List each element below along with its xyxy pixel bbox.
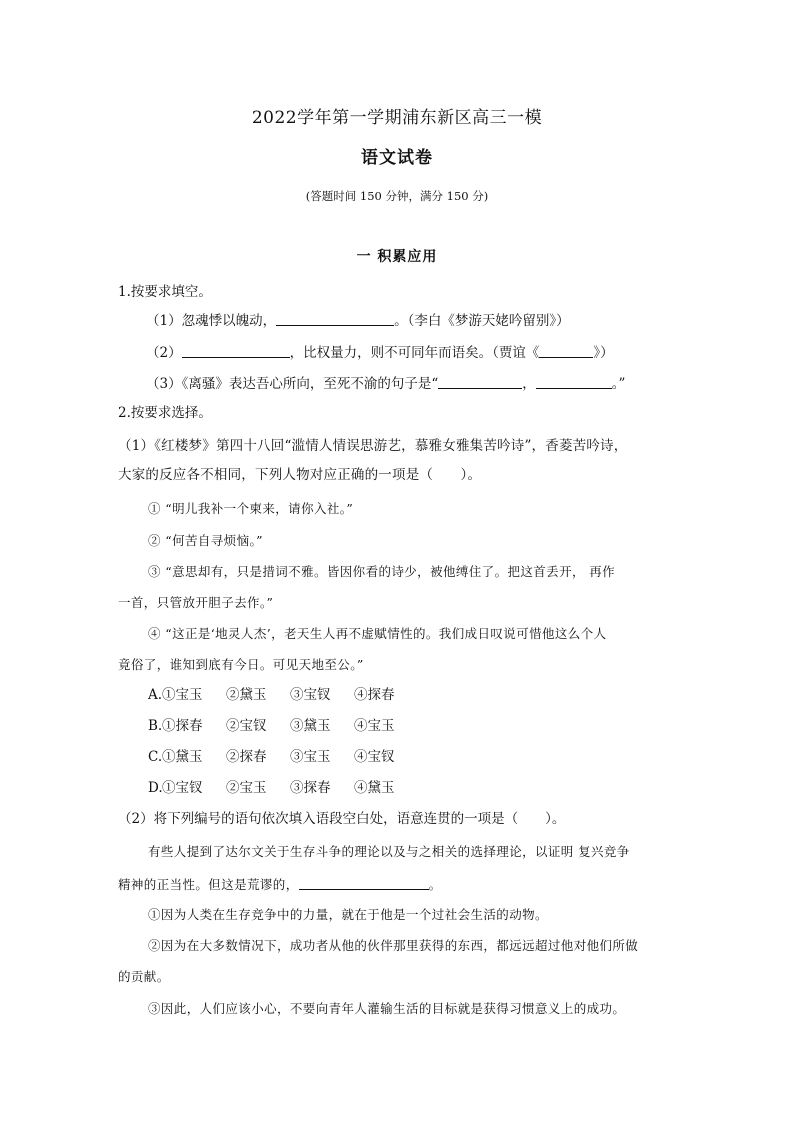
item-text: 。” xyxy=(611,376,626,392)
question-1-item-1 xyxy=(146,313,570,329)
passage-text: 精神的正当性。但这是荒谬的， xyxy=(118,877,299,892)
exam-subtitle: 语文试卷 xyxy=(361,148,433,168)
question-2-stem: 2.按要求选择。 xyxy=(118,405,212,421)
quote-line: 一首，只管放开胆子去作。” xyxy=(118,595,274,610)
option-name: ①宝钗 xyxy=(162,780,203,796)
option-name: ④探春 xyxy=(354,687,395,703)
passage-line xyxy=(118,877,442,892)
option-name: ④宝钗 xyxy=(354,749,395,765)
sentence-line: 的贡献。 xyxy=(118,969,170,984)
option-d[interactable] xyxy=(148,782,418,796)
option-name: ②探春 xyxy=(226,749,267,765)
option-c[interactable] xyxy=(148,751,418,765)
answer-blank[interactable] xyxy=(299,877,429,890)
option-a[interactable] xyxy=(148,689,418,703)
item-text: （2） xyxy=(146,345,182,361)
option-name: ②黛玉 xyxy=(226,687,267,703)
option-letter: A. xyxy=(148,687,163,703)
option-name: ④黛玉 xyxy=(354,780,395,796)
option-name: ③黛玉 xyxy=(290,718,331,734)
option-name: ①宝玉 xyxy=(162,687,203,703)
option-name: ②宝玉 xyxy=(226,780,267,796)
option-name: ①探春 xyxy=(162,718,203,734)
item-text: 》） xyxy=(593,345,614,361)
question-2-sub1-line: 大家的反应各不相同，下列人物对应正确的一项是（ ）。 xyxy=(118,467,482,483)
passage-text: 。 xyxy=(428,877,442,892)
option-name: ③探春 xyxy=(290,780,331,796)
question-1-item-2 xyxy=(146,345,614,361)
quote-line: ④ “这正是‘地灵人杰’，老天生人再不虚赋情性的。我们成日叹说可惜他这么个人 xyxy=(148,626,607,641)
sentence-line: ①因为人类在生存竞争中的力量，就在于他是一个过社会生活的动物。 xyxy=(148,907,548,922)
exam-time-note: (答题时间 150 分钟，满分 150 分) xyxy=(305,189,489,203)
option-name: ④宝玉 xyxy=(354,718,395,734)
sentence-line: ③因此，人们应该小心，不要向青年人灌输生活的目标就是获得习惯意义上的成功。 xyxy=(148,1001,626,1016)
section-title: 一 积累应用 xyxy=(356,249,438,265)
answer-blank[interactable] xyxy=(539,345,593,358)
option-name: ①黛玉 xyxy=(162,749,203,765)
question-1-stem: 1.按要求填空。 xyxy=(118,284,212,300)
question-2-sub2-stem: （2）将下列编号的语句依次填入语段空白处，语意连贯的一项是（ ）。 xyxy=(118,811,566,827)
quote-line: 竟俗了，谁知到底有今日。可见天地至公。” xyxy=(118,657,364,672)
item-text: ，比权量力，则不可同年而语矣。（贾谊《 xyxy=(289,345,540,361)
question-1-item-3 xyxy=(146,376,625,392)
option-name: ③宝钗 xyxy=(290,687,331,703)
option-letter: B. xyxy=(148,718,163,734)
item-text: ， xyxy=(522,376,536,392)
item-text: （1）忽魂悸以魄动， xyxy=(146,313,277,329)
quote-line: ① “明儿我补一个柬来，请你入社。” xyxy=(148,501,354,516)
quote-line: ② “何苦自寻烦恼。” xyxy=(148,533,263,548)
option-letter: D. xyxy=(148,780,163,796)
item-text: （3）《离骚》表达吾心所向，至死不渝的句子是“ xyxy=(146,376,439,392)
answer-blank[interactable] xyxy=(276,313,394,326)
option-letter: C. xyxy=(148,749,163,765)
answer-blank[interactable] xyxy=(182,345,290,358)
sentence-line: ②因为在大多数情况下，成功者从他的伙伴那里获得的东西，都远远超过他对他们所做 xyxy=(148,938,639,953)
question-2-sub1-line: （1）《红楼梦》第四十八回“滥情人情误思游艺，慕雅女雅集苦吟诗”，香菱苦吟诗， xyxy=(118,438,628,454)
exam-title: 2022学年第一学期浦东新区高三一模 xyxy=(251,108,543,128)
answer-blank[interactable] xyxy=(536,376,612,389)
item-text: 。（李白《梦游天姥吟留别》） xyxy=(394,313,570,329)
option-name: ③宝玉 xyxy=(290,749,331,765)
option-b[interactable] xyxy=(148,720,418,734)
option-name: ②宝钗 xyxy=(226,718,267,734)
answer-blank[interactable] xyxy=(438,376,522,389)
quote-line: ③ “意思却有，只是措词不雅。皆因你看的诗少，被他缚住了。把这首丢开， 再作 xyxy=(148,564,616,579)
passage-line: 有些人提到了达尔文关于生存斗争的理论以及与之相关的选择理论，以证明 复兴竞争 xyxy=(148,844,630,859)
